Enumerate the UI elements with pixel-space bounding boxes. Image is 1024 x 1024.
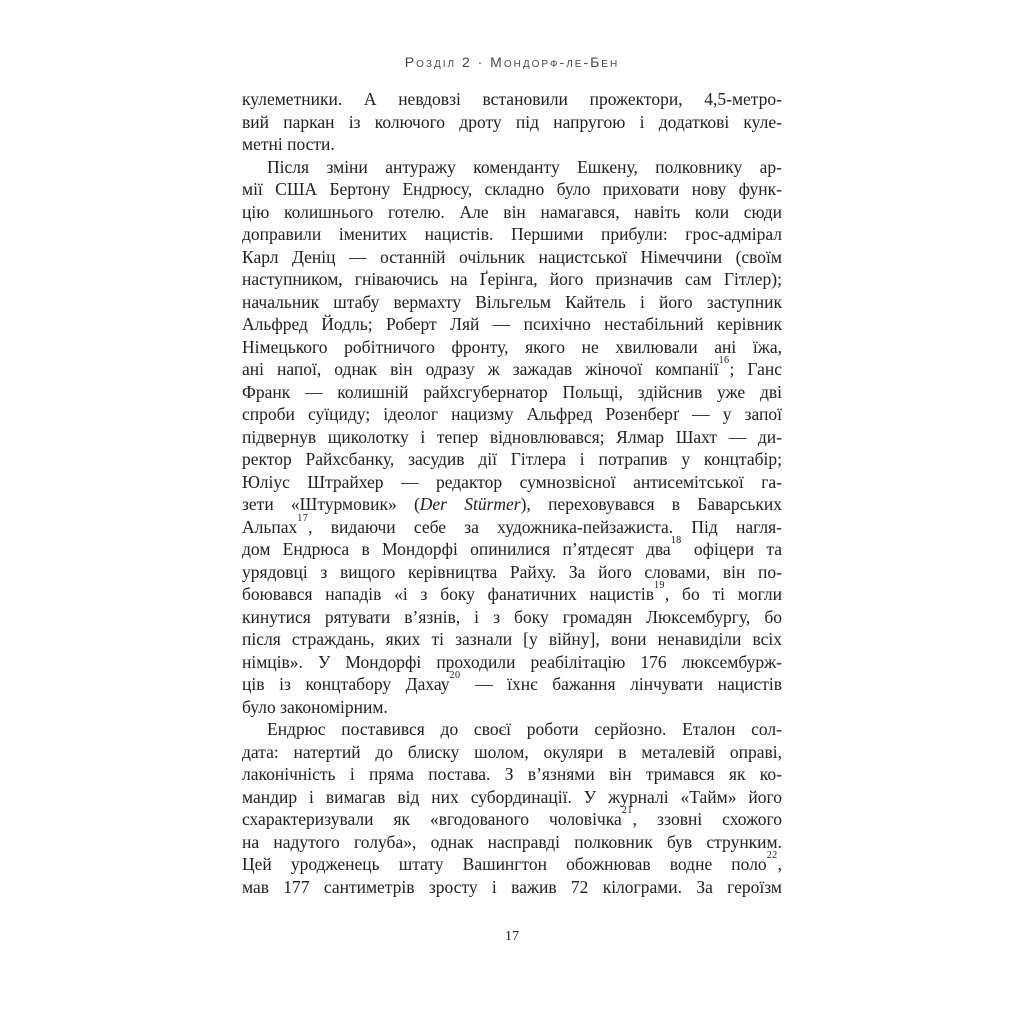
text-line: метні пости. [242,134,335,154]
running-header: Розділ 2 · Мондорф-ле-Бен [404,54,620,70]
text-block [242,88,782,898]
italic-title: Der Stürmer [419,494,521,514]
paragraph [242,718,782,898]
footnote-ref: 19 [653,580,665,592]
text-line: після страждань, яких ті зазнали [у війну], вони ненавиділи всіх [242,629,782,649]
footnote-ref: 16 [718,355,730,367]
paragraph [242,88,782,156]
footnote-ref: 17 [297,512,309,524]
text-line [242,493,782,516]
footnote-ref: 20 [449,670,461,682]
text-line: доправили іменитих нацистів. Першими прибули: грос-адмірал [242,224,782,244]
text-line: Альфред Йодль; Роберт Ляй — психічно нестабільний керівник [242,314,782,334]
text-segment: , бо ті могли [664,584,783,604]
text-line: мав 177 сантиметрів зросту і важив 72 кілограми. За героїзм [242,876,782,897]
text-line: Ендрюс поставився до своєї роботи серйозно. Еталон сол- [267,719,782,739]
text-line: дата: натертий до блиску шолом, окуляри в металевій оправі, [242,741,782,762]
text-segment: ців із концтабору Дахау [242,674,450,694]
text-line [242,535,783,561]
text-line: Німецького робітничого фронту, якого не хвилювали ані їжа, [242,336,782,357]
text-line: Після зміни антуражу коменданту Ешкену, полковнику ар- [267,156,782,177]
text-segment: — їхнє бажання лінчувати нацистів [460,674,783,694]
text-line [242,850,782,876]
text-line [242,512,782,539]
text-segment: дом Ендрюса в Мондорфі опинилися п’ятдесят два [242,539,671,559]
page-number: 17 [505,929,519,944]
text-line: начальник штабу вермахту Вільгельм Кайтель і його заступник [242,291,782,312]
text-line: німців». У Мондорфі проходили реабілітацію 176 люксембурж- [242,651,782,672]
text-line: мандир і вимагав від них субординації. У журналі «Тайм» його [242,786,782,807]
text-segment: , [777,854,782,874]
text-segment: офіцери та [681,539,783,559]
text-segment: Альпах [242,516,298,537]
text-line: Юліус Штрайхер — редактор сумнозвісної антисемітської га- [242,471,782,492]
text-line: кулеметники. А невдовзі встановили прожектори, 4,5-метро- [242,89,782,109]
footnote-ref: 21 [621,805,633,817]
text-line: було закономірним. [242,696,388,717]
text-segment: , видаючи себе за художника-пейзажиста. Під нагля- [308,516,782,537]
text-segment: ), переховувався в Баварських [520,494,782,514]
text-line: урядовці з вищого керівництва Райху. За його словами, він по- [242,561,782,582]
text-segment: , ззовні схожого [632,809,782,829]
text-line [242,805,782,831]
text-line: лаконічність і пряма постава. З в’язнями він тримався як ко- [242,764,782,784]
text-line: Карл Деніц — останній очільник нацистської Німеччини (своїм [242,246,782,267]
text-segment: боювався нападів «і з боку фанатичних нацистів [242,584,654,604]
text-segment: ані напої, однак він одразу ж зажадав жіночої компанії [242,359,719,379]
text-line: вий паркан із колючого дроту під напругою і додаткові куле- [242,111,782,132]
text-line: на надутого голуба», однак насправді полковник був струнким. [242,831,782,852]
text-segment: Цей уродженець штату Вашингтон обожнював водне поло [242,854,767,874]
paragraph [242,156,782,719]
text-segment: ; Ганс [729,359,782,379]
text-line: спроби суїциду; ідеолог нацизму Альфред Розенберґ — у запої [242,404,782,424]
text-line [242,355,782,381]
text-line: підвернув щиколотку і тепер відновлювався; Ялмар Шахт — ди- [242,426,782,447]
text-segment: зети «Штурмовик» ( [242,494,420,514]
text-line [242,670,783,696]
text-segment: схарактеризували як «вгодованого чоловічка [242,809,622,829]
text-line: кинутися рятувати в’язнів, і з боку громадян Люксембургу, бо [242,606,782,627]
footnote-ref: 18 [670,535,682,547]
text-line: цію колишнього готелю. Але він намагався, навіть коли сюди [242,201,782,222]
text-line: ректор Райхсбанку, засудив дії Гітлера і потрапив у концтабір; [242,449,782,469]
text-line: мії США Бертону Ендрюсу, складно було приховати нову функ- [242,179,782,199]
text-line [242,580,783,606]
footnote-ref: 22 [766,850,778,862]
text-line: наступником, гніваючись на Ґерінга, його призначив сам Гітлер); [242,269,782,289]
text-line: Франк — колишній райхсгубернатор Польщі, здійснив уже дві [242,381,782,402]
